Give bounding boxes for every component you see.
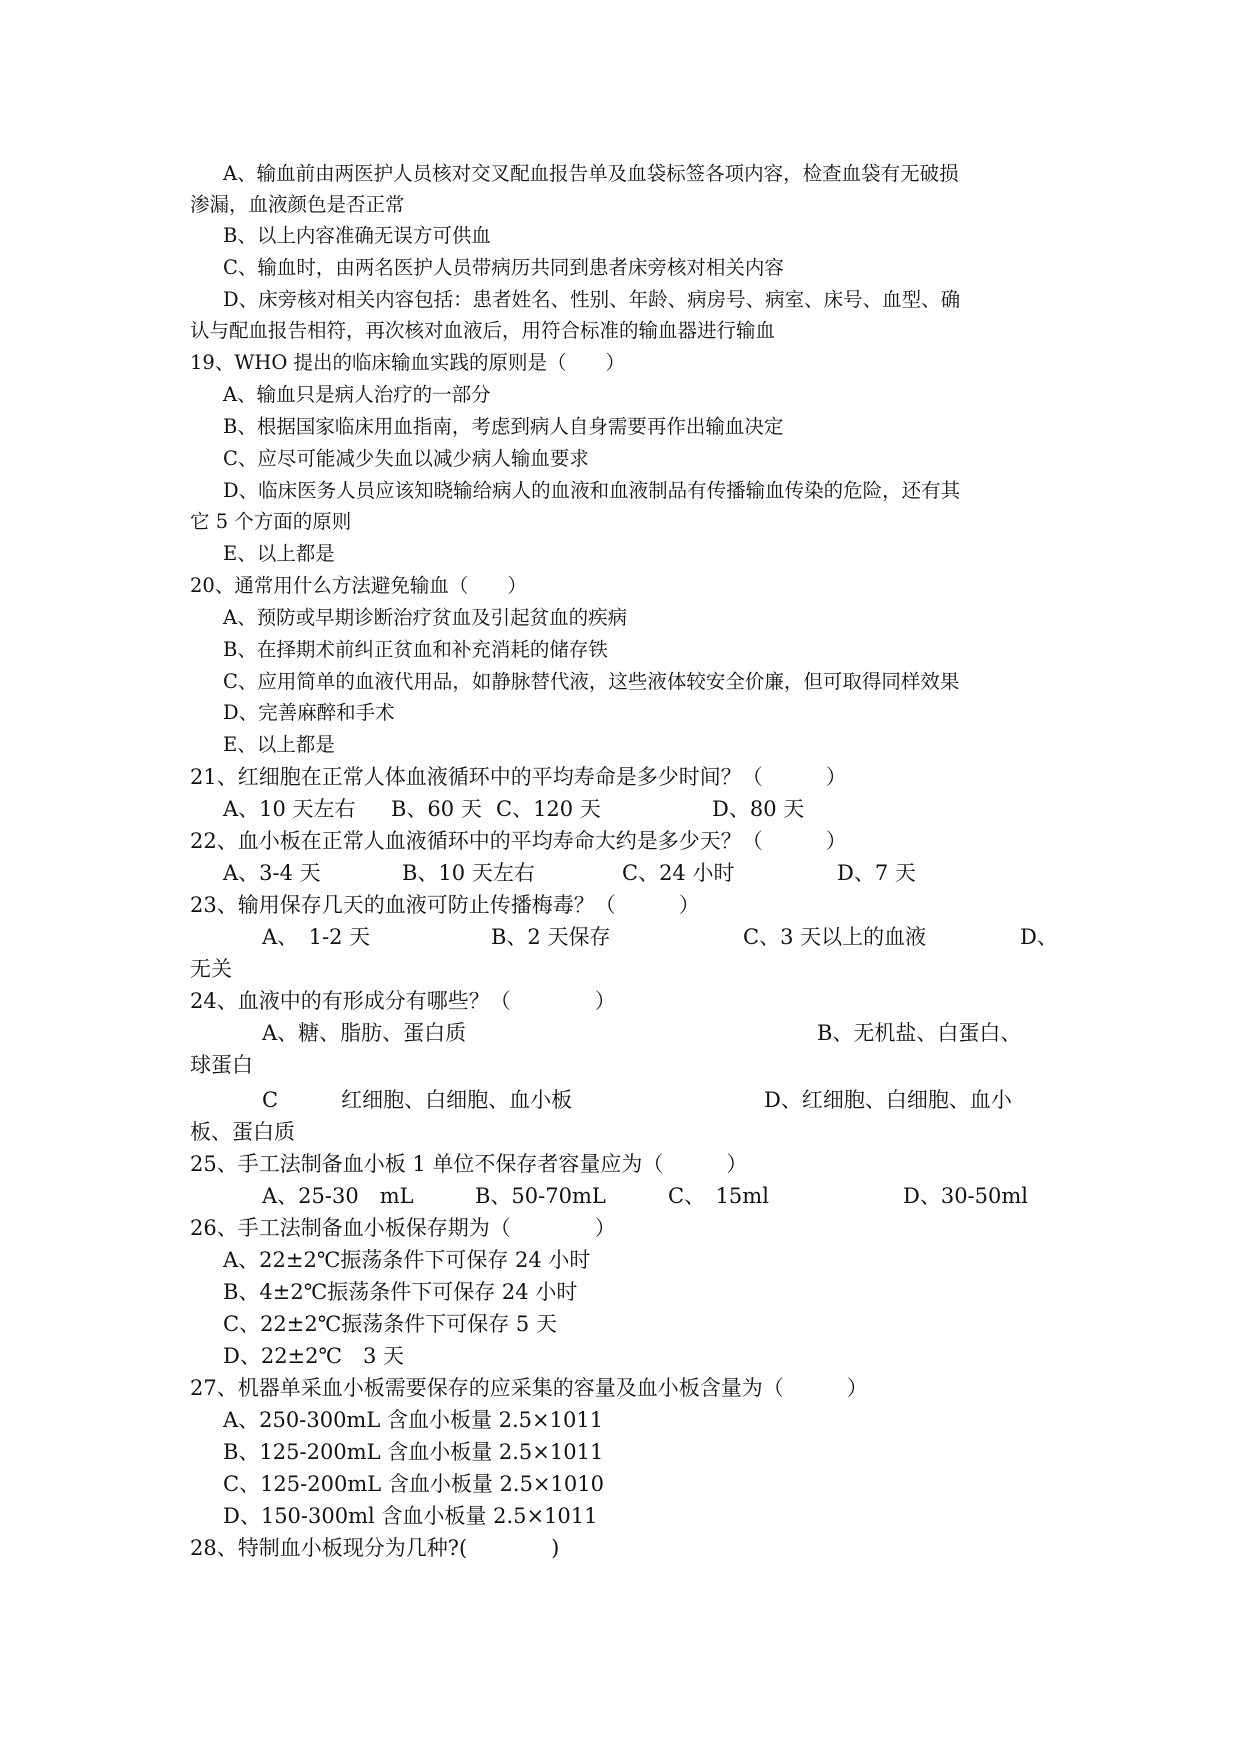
q19-option-b: B、根据国家临床用血指南，考虑到病人自身需要再作出输血决定 bbox=[223, 415, 784, 438]
q19-option-c: C、应尽可能减少失血以减少病人输血要求 bbox=[223, 447, 589, 470]
q25-option-c: C、 15ml bbox=[668, 1184, 769, 1208]
q21-option-d: D、80 天 bbox=[712, 797, 805, 821]
q24-option-d: D、红细胞、白细胞、血小 bbox=[764, 1088, 1012, 1112]
q27-option-b: B、125-200mL 含血小板量 2.5×1011 bbox=[223, 1440, 604, 1464]
q27-option-a: A、250-300mL 含血小板量 2.5×1011 bbox=[223, 1408, 604, 1432]
q19-option-d-line1: D、临床医务人员应该知晓输给病人的血液和血液制品有传播输血传染的危险，还有其 bbox=[223, 479, 961, 502]
q23-option-d: D、 bbox=[1020, 925, 1058, 949]
q20-option-e: E、以上都是 bbox=[223, 733, 335, 756]
q22-option-b: B、10 天左右 bbox=[402, 861, 535, 885]
q26-option-d: D、22±2℃ 3 天 bbox=[223, 1344, 405, 1368]
q25-option-a: A、25-30 mL bbox=[262, 1184, 414, 1208]
q19-option-d-line2: 它 5 个方面的原则 bbox=[190, 510, 352, 533]
q20-option-b: B、在择期术前纠正贫血和补充消耗的储存铁 bbox=[223, 638, 608, 661]
q24-option-a: A、糖、脂肪、蛋白质 bbox=[262, 1021, 467, 1045]
q18-option-d-line1: D、床旁核对相关内容包括：患者姓名、性别、年龄、病房号、病室、床号、血型、确 bbox=[223, 288, 961, 311]
q23-option-a: A、 1-2 天 bbox=[262, 925, 371, 949]
q18-option-a-line1: A、输血前由两医护人员核对交叉配血报告单及血袋标签各项内容，检查血袋有无破损 bbox=[223, 162, 959, 185]
q22-option-c: C、24 小时 bbox=[622, 861, 735, 885]
q21-option-c: C、120 天 bbox=[496, 797, 601, 821]
q26-option-b: B、4±2℃振荡条件下可保存 24 小时 bbox=[223, 1280, 578, 1304]
q19-option-e: E、以上都是 bbox=[223, 542, 335, 565]
q18-option-d-line2: 认与配血报告相符，再次核对血液后，用符合标准的输血器进行输血 bbox=[190, 319, 776, 342]
q25-option-d: D、30-50ml bbox=[903, 1184, 1029, 1208]
q22-option-d: D、7 天 bbox=[837, 861, 916, 885]
question-21: 21、红细胞在正常人体血液循环中的平均寿命是多少时间？（ ） bbox=[190, 765, 847, 789]
q24-option-d-continued: 板、蛋白质 bbox=[190, 1120, 295, 1144]
q27-option-c: C、125-200mL 含血小板量 2.5×1010 bbox=[223, 1472, 604, 1496]
q20-option-c: C、应用简单的血液代用品，如静脉替代液，这些液体较安全价廉，但可取得同样效果 bbox=[223, 670, 960, 693]
q24-option-c: C 红细胞、白细胞、血小板 bbox=[262, 1088, 573, 1112]
q19-option-a: A、输血只是病人治疗的一部分 bbox=[223, 383, 491, 406]
q20-option-d: D、完善麻醉和手术 bbox=[223, 701, 395, 724]
q21-option-b: B、60 天 bbox=[391, 797, 482, 821]
q26-option-c: C、22±2℃振荡条件下可保存 5 天 bbox=[223, 1312, 557, 1336]
q25-option-b: B、50-70mL bbox=[475, 1184, 606, 1208]
question-25: 25、手工法制备血小板 1 单位不保存者容量应为（ ） bbox=[190, 1152, 748, 1176]
q24-option-b: B、无机盐、白蛋白、 bbox=[817, 1021, 1022, 1045]
question-23: 23、输用保存几天的血液可防止传播梅毒？（ ） bbox=[190, 893, 700, 917]
q24-option-b-continued: 球蛋白 bbox=[190, 1053, 253, 1077]
question-20: 20、通常用什么方法避免输血（ ） bbox=[190, 574, 527, 597]
q18-option-c: C、输血时，由两名医护人员带病历共同到患者床旁核对相关内容 bbox=[223, 256, 784, 279]
q23-option-c: C、3 天以上的血液 bbox=[743, 925, 927, 949]
q18-option-b: B、以上内容准确无误方可供血 bbox=[223, 224, 491, 247]
q26-option-a: A、22±2℃振荡条件下可保存 24 小时 bbox=[223, 1248, 591, 1272]
question-19: 19、WHO 提出的临床输血实践的原则是（ ） bbox=[190, 351, 626, 374]
q23-option-d-text: 无关 bbox=[190, 957, 232, 981]
q20-option-a: A、预防或早期诊断治疗贫血及引起贫血的疾病 bbox=[223, 606, 628, 629]
q23-option-b: B、2 天保存 bbox=[491, 925, 611, 949]
question-27: 27、机器单采血小板需要保存的应采集的容量及血小板含量为（ ） bbox=[190, 1376, 868, 1400]
question-26: 26、手工法制备血小板保存期为（ ） bbox=[190, 1216, 616, 1240]
question-28: 28、特制血小板现分为几种?( ) bbox=[190, 1536, 560, 1560]
q22-option-a: A、3-4 天 bbox=[223, 861, 321, 885]
question-22: 22、血小板在正常人血液循环中的平均寿命大约是多少天？（ ） bbox=[190, 829, 847, 853]
q21-option-a: A、10 天左右 bbox=[223, 797, 356, 821]
q27-option-d: D、150-300ml 含血小板量 2.5×1011 bbox=[223, 1504, 598, 1528]
q18-option-a-line2: 渗漏，血液颜色是否正常 bbox=[190, 193, 405, 216]
question-24: 24、血液中的有形成分有哪些？（ ） bbox=[190, 989, 616, 1013]
